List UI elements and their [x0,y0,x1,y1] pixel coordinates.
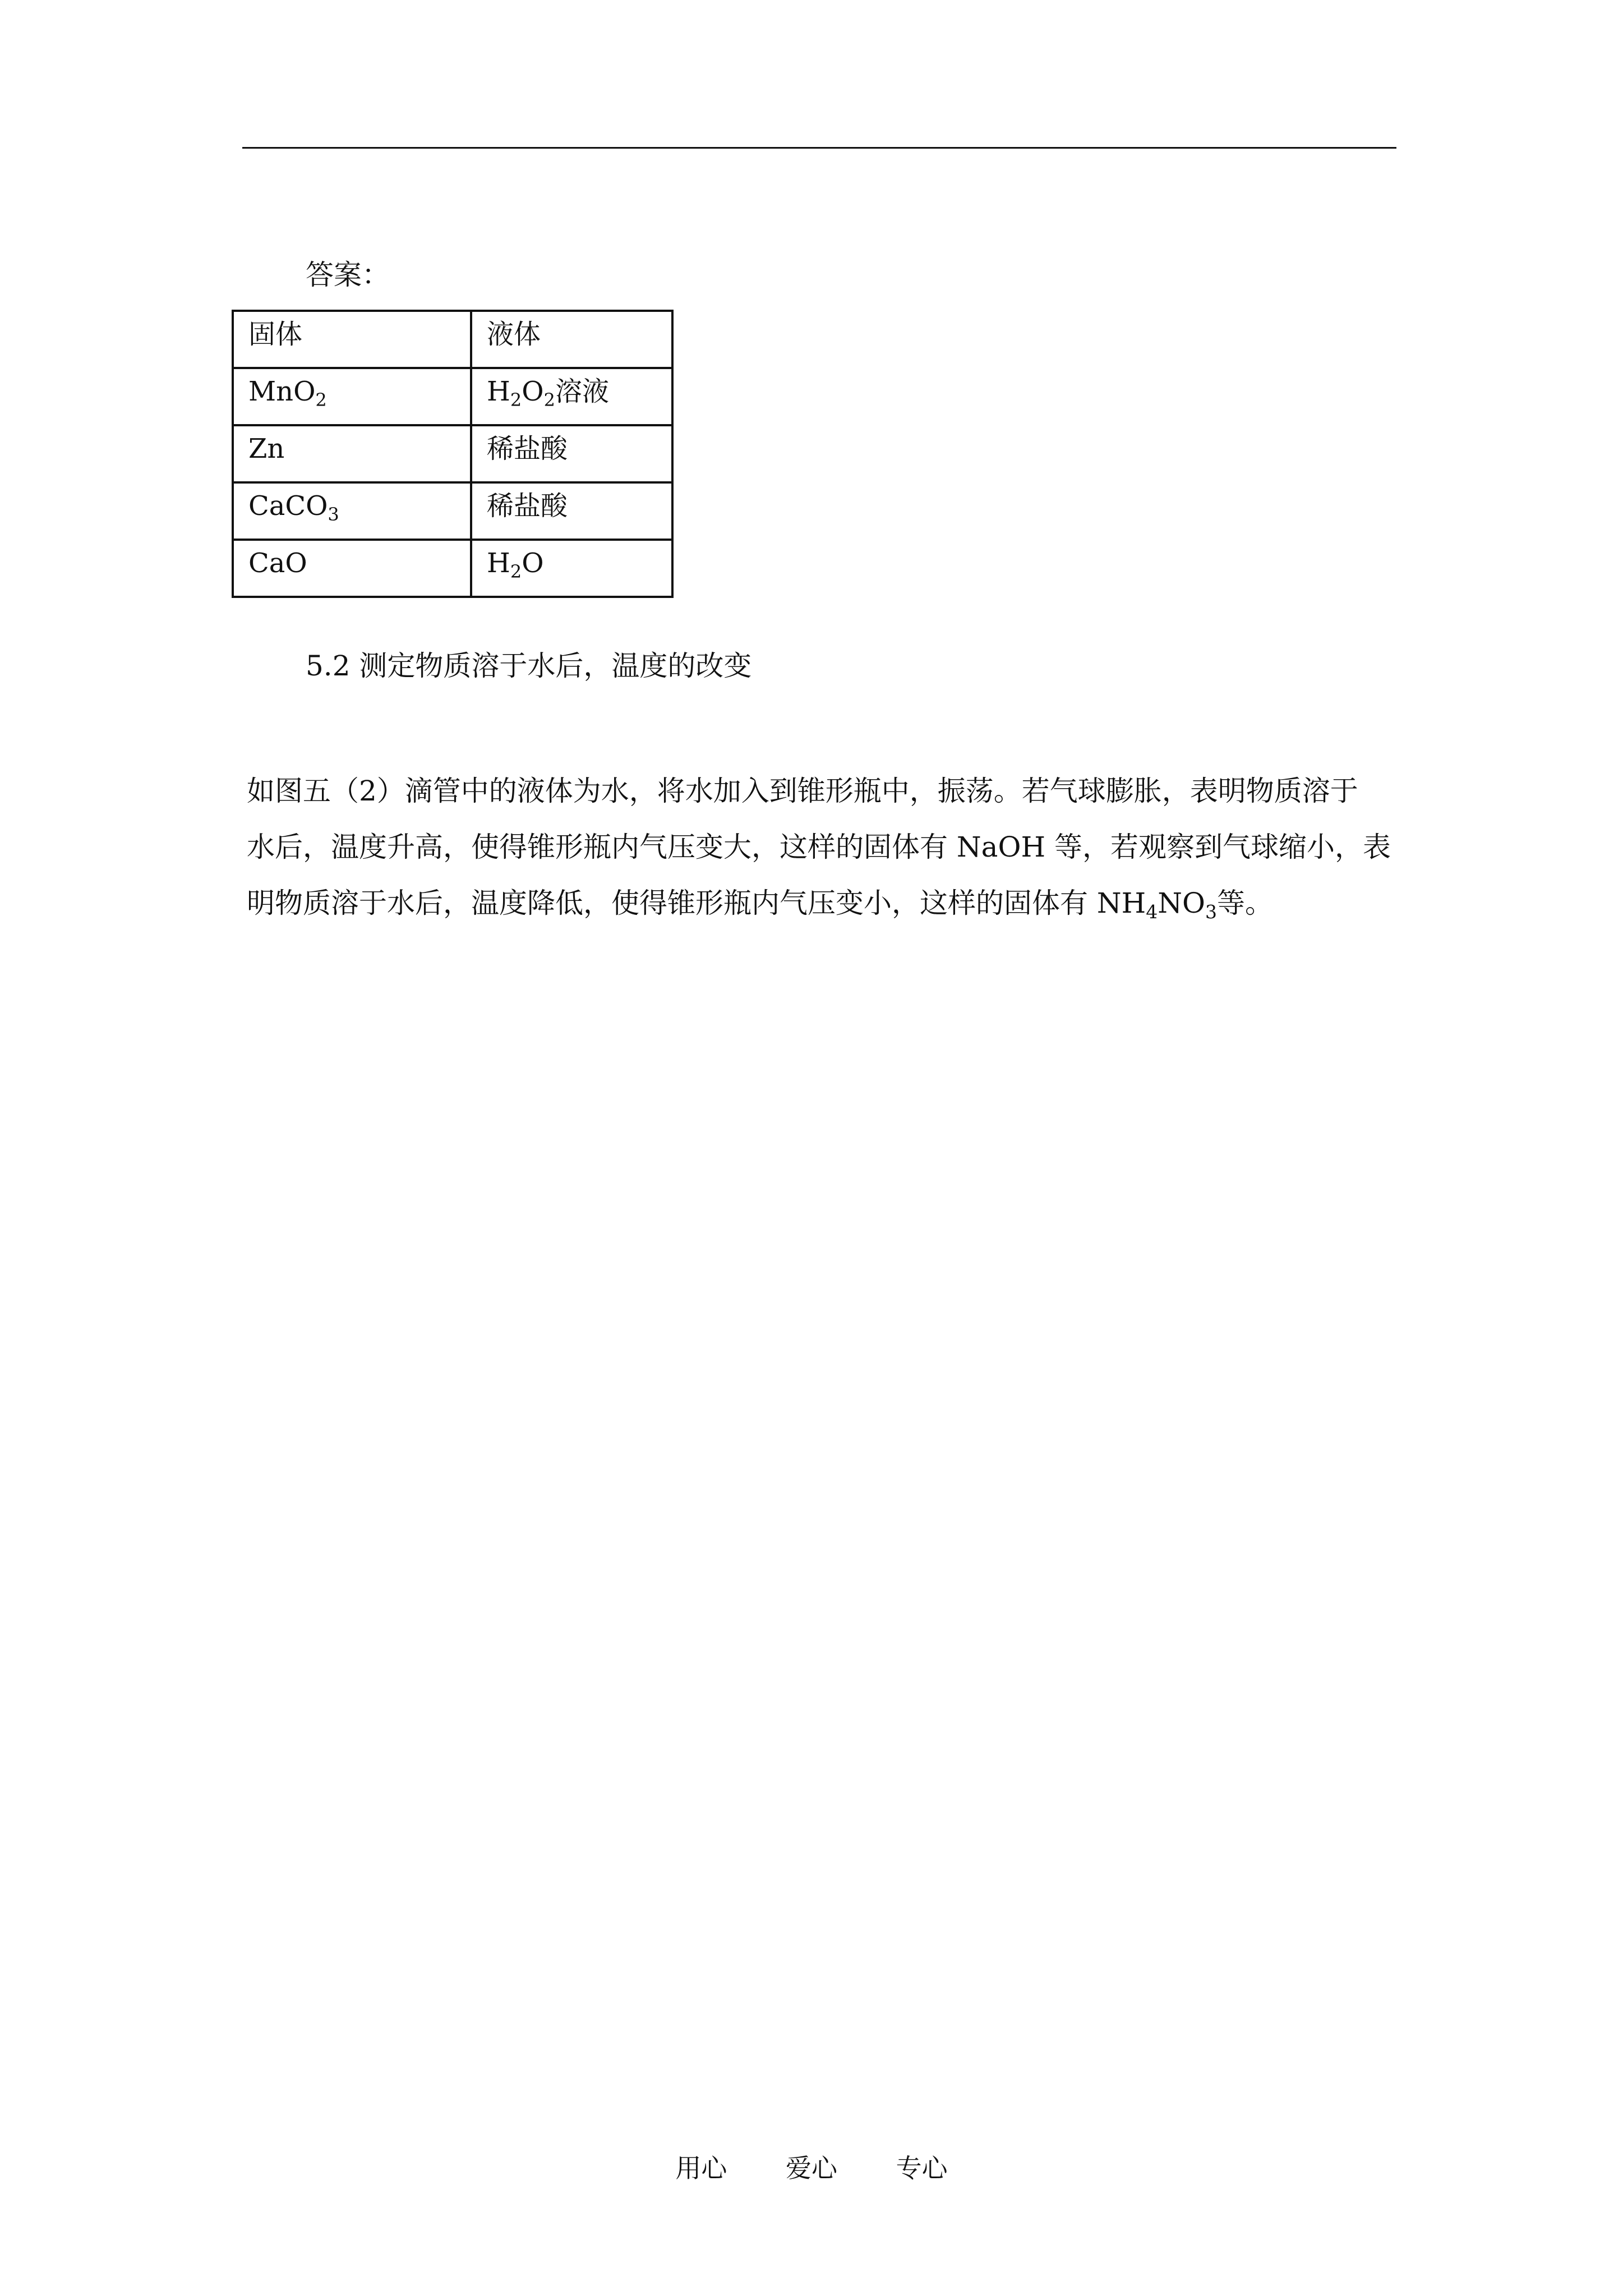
table-row [233,368,672,425]
cell-solid: MnO$_2$ [233,368,471,425]
paragraph-line: 如图五（2）滴管中的液体为水，将水加入到锥形瓶中，振荡。若气球膨胀，表明物质溶于 [247,775,1358,807]
cell-solid: CaCO$_3$ [233,482,471,540]
cell-liquid: 稀盐酸 [471,425,672,482]
cell-solid: CaO [233,540,471,597]
table-header-row [233,311,672,368]
table-row [233,482,672,540]
header-cell-liquid: 液体 [471,311,672,368]
cell-liquid: 稀盐酸 [471,482,672,540]
cell-liquid: $H_2O$ [471,540,672,597]
cell-liquid: $H_2O_2$溶液 [471,368,672,425]
subscript: 4 [1146,901,1158,923]
subscript: 3 [328,504,339,525]
table-row [233,425,672,482]
subscript: 2 [510,561,522,582]
footer [0,2148,1623,2188]
subscript: 2 [510,389,522,411]
table-row [233,540,672,597]
subscript: 2 [543,389,555,411]
subscript: 2 [315,389,327,411]
cell-solid: Zn [233,425,471,482]
footer-item: 专心 [896,2153,948,2183]
paragraph-line: 水后，温度升高，使得锥形瓶内气压变大，这样的固体有 NaOH 等，若观察到气球缩小，表 [247,831,1391,863]
answer-label: 答案： [306,259,390,291]
answer-table [232,310,674,598]
header-cell-solid: 固体 [233,311,471,368]
section-heading: 5.2 测定物质溶于水后，温度的改变 [306,650,752,682]
header-rule [242,147,1396,149]
paragraph-line: 明物质溶于水后，温度降低，使得锥形瓶内气压变小，这样的固体有 $NH_4NO_3$等。 [247,887,1273,923]
subscript: 3 [1205,901,1217,923]
footer-item: 爱心 [786,2153,837,2183]
footer-item: 用心 [675,2153,727,2183]
